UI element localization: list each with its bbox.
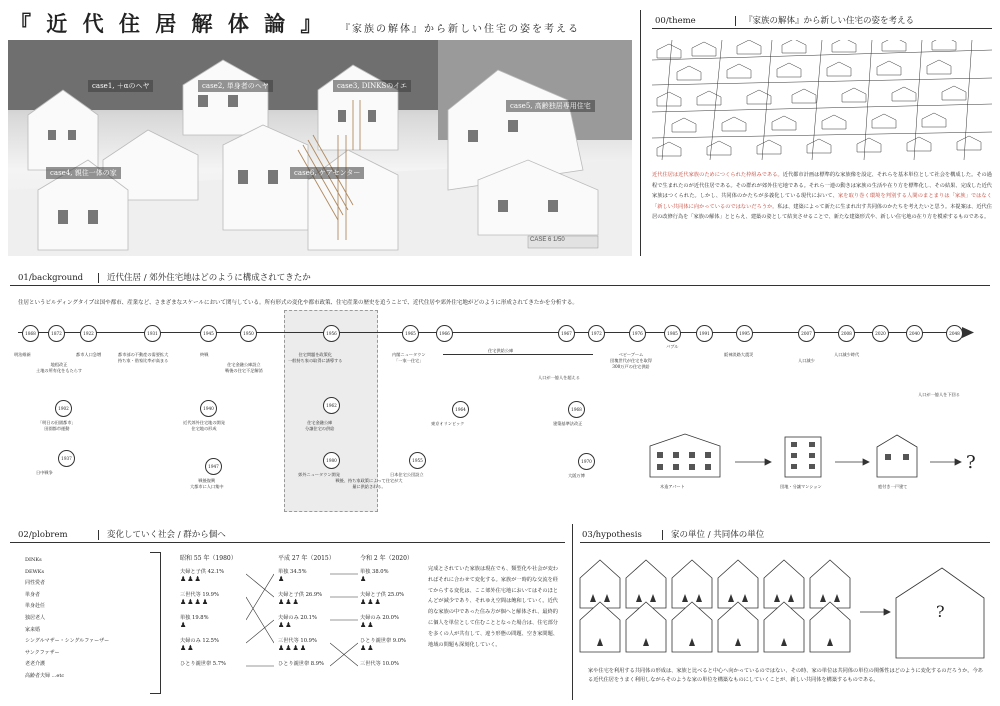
rank-lines-2	[330, 570, 358, 685]
case2-label: case2, 単身者のヘヤ	[198, 80, 273, 92]
note-1967: 人口が一億人を超える	[538, 375, 580, 380]
list-item: 独居老人	[25, 614, 46, 621]
background-code: 01/background	[18, 273, 84, 283]
year-2007: 2007	[798, 325, 815, 342]
page-subtitle: 『家族の解体』から新しい住宅の姿を考える	[340, 24, 580, 35]
problem-rule	[10, 542, 565, 543]
building-sequence	[645, 432, 985, 492]
year-1991: 1991	[696, 325, 713, 342]
note-1956: 住宅問題を政策化 一般持ち家の取得に誘導する	[288, 352, 343, 363]
note-1980: 郊外ニュータウン開発	[298, 472, 340, 477]
theme-text-red: 近代住居は近代家族のためにつくられた枠組みである。	[652, 172, 783, 178]
year-2008: 2008	[838, 325, 855, 342]
year-1931: 1931	[144, 325, 161, 342]
note-1872: 地租改正 土地の所有化をもたらす	[36, 362, 83, 373]
stat-row: 単独 19.8% ♟	[180, 615, 209, 629]
household-col-1980	[180, 553, 237, 683]
year-1937: 1937	[58, 450, 75, 467]
problem-heading: 変化していく社会 / 群から個へ	[107, 530, 226, 540]
note-2048: 人口が一億人を下回る	[918, 392, 960, 397]
list-item: 同性愛者	[25, 580, 46, 587]
list-item: 老老介護	[25, 661, 46, 668]
rank-lines-1	[246, 570, 274, 685]
aerial-sketch-drawing	[652, 40, 992, 160]
household-col-2015	[278, 553, 335, 683]
building-label-2: 団地・分譲マンション	[780, 484, 822, 489]
note-1995: 阪神淡路大震災	[724, 352, 754, 357]
stat-row: 夫婦のみ 20.0% ♟♟	[360, 615, 399, 629]
note-1950: 住宅金融公庫設立 戦後の住宅不足解消	[225, 362, 263, 373]
note-1947: 戦後復興 大都市に人口集中	[190, 478, 224, 489]
stat-row: ひとり親世帯 8.9%	[278, 661, 324, 667]
divider-vertical	[640, 10, 641, 256]
theme-heading: 『家族の解体』から新しい住宅の姿を考える	[744, 16, 915, 26]
year-1968: 1968	[568, 401, 585, 418]
year-heading-2020: 令和 2 年（2020）	[360, 555, 413, 562]
background-intro: 住居というビルディングタイプは国や都市、産業など、さまざまなスケールにおいて関与している。所有形式の変化や都市政策、住宅産業の歴史を追うことで、近代住居や郊外住宅地がどのように形成されてきたかを分析する。	[18, 300, 578, 306]
hypothesis-header	[582, 528, 764, 540]
note-1985: バブル	[666, 344, 679, 349]
stat-row: 夫婦と子供 42.1% ♟♟♟	[180, 569, 225, 583]
hypothesis-heading: 家の単位 / 共同体の単位	[671, 530, 765, 540]
note-1970: 大阪万博	[568, 473, 585, 478]
list-item: シングルマザー・シングルファーザー	[25, 638, 110, 645]
case6-label: case6, ケアセンター	[290, 167, 364, 179]
model-plate: CASE 6 1/50	[530, 237, 565, 243]
note-1937: 日中戦争	[36, 470, 53, 475]
theme-text	[652, 170, 992, 223]
note-2008: 人口減少時代	[834, 352, 860, 357]
hypothesis-diagram	[578, 556, 988, 662]
list-item: 高齢者夫婦 ...etc	[25, 672, 65, 679]
year-1966: 1966	[436, 325, 453, 342]
household-col-2020	[360, 553, 413, 683]
stat-row: 夫婦のみ 20.1% ♟♟	[278, 615, 317, 629]
note-1955: 日本住宅公団設立	[390, 472, 424, 477]
stat-row: 夫婦と子供 25.0% ♟♟♟	[360, 592, 405, 606]
list-item: 単身者	[25, 591, 41, 598]
list-item: 単身赴任	[25, 603, 46, 610]
page-title: 『 近 代 住 居 解 体 論 』	[10, 11, 326, 36]
year-2020: 2020	[872, 325, 889, 342]
year-2048: 2048	[946, 325, 963, 342]
theme-text-1: 近代都市計画は標準的な家族像を設定、それらを基本単位として社会を構成した。その過程で生まれたのが近代住居である。その群れが郊外住宅地である。それら一連の動きは家族の生活や在り方を標準化し、その結果、完成した近代家族はつくられた。しかし、共同体のかたちが多義化している現代において、	[652, 172, 992, 199]
household-type-list	[25, 555, 109, 683]
background-rule	[10, 285, 990, 286]
stat-row: 単独 38.0% ♟	[360, 569, 389, 583]
building-label-1: 木造アパート	[660, 484, 685, 489]
year-1962: 1962	[323, 397, 340, 414]
year-1922: 1922	[80, 325, 97, 342]
year-1872: 1872	[48, 325, 65, 342]
range-label: 住宅供給公庫	[488, 348, 514, 353]
note-1962: 住宅金融公庫 分譲住宅の供給	[305, 420, 335, 431]
hypothesis-text: 家や住宅を利用する共同体の形成は、家族と比べると中心へ向かっているのではない、その時、家の単位は共同体の単位の関係性はどのように変化するのだろうか。今ある近代住居をうまく利用しながらそのような家の単位を構築なものにしていくことが、新しい共同体を構築するものである。	[588, 668, 983, 683]
theme-header	[655, 14, 914, 26]
year-1868: 1868	[22, 325, 39, 342]
stat-row: ひとり親世帯 5.7%	[180, 661, 226, 667]
year-heading-2015: 平成 27 年（2015）	[278, 555, 335, 562]
problem-code: 02/plobrem	[18, 530, 68, 540]
year-2040: 2040	[906, 325, 923, 342]
year-1972: 1972	[588, 325, 605, 342]
background-heading: 近代住居 / 郊外住宅地はどのように構成されてきたか	[107, 273, 311, 283]
case4-label: case4, 親住一体の家	[46, 167, 121, 179]
problem-header	[18, 528, 226, 540]
case3-label: case3, DINKSのイエ	[333, 80, 411, 92]
year-1976: 1976	[629, 325, 646, 342]
note-1965: 内閣ニュータウン 「一家一住宅」	[392, 352, 426, 363]
note-1976: ベビーブーム 団塊世代が住宅を取得 300万戸の住宅供給	[610, 352, 652, 369]
aerial-sketch	[652, 40, 992, 160]
year-1965: 1965	[402, 325, 419, 342]
range-bar	[443, 354, 593, 355]
building-label-3: 庭付き一戸建て	[878, 484, 908, 489]
hypothesis-question: ?	[936, 602, 945, 621]
list-item: DEWKs	[25, 568, 45, 575]
year-1947: 1947	[205, 458, 222, 475]
note-1931: 都市部の不動産の需要拡大 持ち家・借家比率が高まる	[118, 352, 169, 363]
year-1955: 1955	[409, 452, 426, 469]
year-heading-1980: 昭和 55 年（1980）	[180, 555, 237, 562]
year-1995: 1995	[736, 325, 753, 342]
case1-label: case1, ＋αのヘヤ	[88, 80, 153, 92]
note-1922: 都市人口急増	[76, 352, 102, 357]
note-1902: 「明日の田園都市」 田園都市運動	[38, 420, 76, 431]
note-1940: 近代郊外住宅地の開発 住宅地の形成	[183, 420, 225, 431]
note-1868: 明治維新	[14, 352, 31, 357]
list-item: DINKs	[25, 557, 42, 563]
stat-row: 夫婦のみ 12.5% ♟♟	[180, 638, 219, 652]
hypothesis-rule	[580, 542, 990, 543]
stat-row: ひとり親世帯 9.0% ♟♟	[360, 638, 406, 652]
year-1967: 1967	[558, 325, 575, 342]
year-1950: 1950	[240, 325, 257, 342]
year-1940: 1940	[200, 400, 217, 417]
hypothesis-code: 03/hypothesis	[582, 530, 642, 540]
note-2007: 人口減少	[798, 358, 815, 363]
stat-row: 三世代等 10.9% ♟♟♟♟	[278, 638, 317, 652]
year-1970: 1970	[578, 453, 595, 470]
note-1964: 東京オリンピック	[431, 421, 465, 426]
year-1985: 1985	[664, 325, 681, 342]
theme-code: 00/theme	[655, 16, 696, 26]
model-photo-drawing	[8, 40, 632, 256]
divider-vertical-2	[572, 524, 573, 700]
background-header	[18, 271, 311, 283]
model-photo	[8, 40, 632, 256]
case5-label: case5, 高齢独居専用住宅	[506, 100, 595, 112]
year-1956: 1956	[323, 325, 340, 342]
year-1945: 1945	[200, 325, 217, 342]
highlight-note: 戦後、持ち家政策によって住宅が大量に供給される。	[335, 478, 403, 489]
stat-row: 三世代等 10.0%	[360, 661, 399, 667]
note-1968: 建築基準法改正	[553, 421, 583, 426]
stat-row: 夫婦と子供 26.9% ♟♟♟	[278, 592, 323, 606]
year-1964: 1964	[452, 401, 469, 418]
theme-text-red2: 家を取り巻く環境を判別する人間のまとまりは「家族」ではなく「新しい共同体に向かっているのではないだろうか。	[652, 193, 992, 210]
list-item: 家来婚	[25, 626, 41, 633]
stat-row: 単独 34.5% ♟	[278, 569, 307, 583]
year-1980: 1980	[323, 452, 340, 469]
note-1945: 終戦	[200, 352, 209, 357]
stat-row: 三世代等 19.9% ♟♟♟♟	[180, 592, 219, 606]
theme-rule	[652, 28, 992, 29]
list-item: サンクファザー	[25, 649, 60, 656]
year-1902: 1902	[55, 400, 72, 417]
problem-text: 完成とされていた家族は現在でも、類型化や社会が変わればそれに合わせて変化する。家族が一時的な交流を経てからする変化は、ここ郊外住宅地においてはそのほとんどが減少であり、それゆえ空間は飽和していく。近代的な家族の中であった住み方が個へと解体され、最終的に個人を単位として住むこととなった場合は、住宅部分を多くの人が共有して、違う形態の問題、空き家問題、地域の問題も深刻化していく。	[428, 566, 558, 648]
theme-text-2: 私は、建築によって新たに生まれ出す共同体のかたちを考えたいと思う。本提案は、近代住居の改修行為を「家族の解体」ととらえ、建築の姿として結実させることで、新たな建築形式や、新しい住宅地の在り方を模索するものである。	[652, 203, 992, 220]
background-question: ?	[966, 452, 976, 473]
list-bracket	[150, 552, 161, 694]
